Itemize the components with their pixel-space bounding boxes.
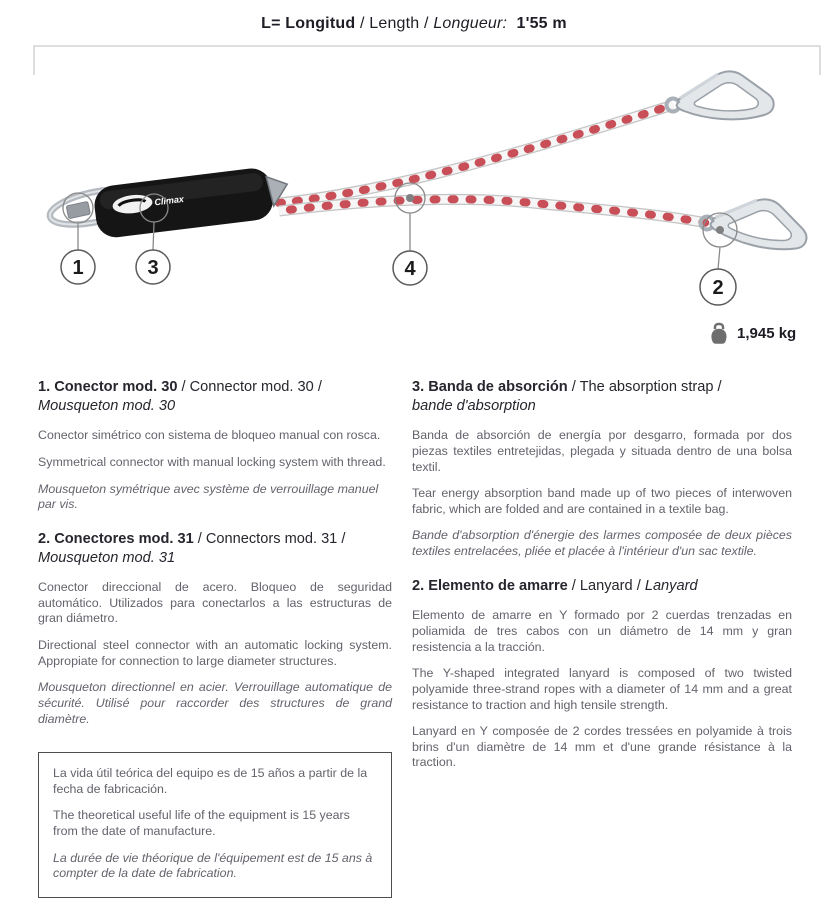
- lifespan-es: La vida útil teórica del equipo es de 15 años a partir de la fecha de fabricación.: [53, 766, 368, 796]
- callout-3: [136, 250, 170, 284]
- paragraph-en: Symmetrical connector with manual locking system with thread.: [38, 454, 386, 469]
- paragraph-fr: Lanyard en Y composée de 2 cordes tressées en polyamide à trois brins d'un diamètre de 14 mm et d'une grande résistance à la traction.: [412, 724, 792, 770]
- section-heading-connectors-31: 2. Conectores mod. 31 / Connectors mod. 31 / Mousqueton mod. 31: [38, 530, 346, 566]
- paragraph-es: Conector direccional de acero. Bloqueo de seguridad automático. Utilizados para conectarlos a las estructuras de gran diámetro.: [38, 580, 392, 626]
- paragraph-en: Directional steel connector with an automatic locking system. Appropiate for connection to large diameter structures.: [38, 638, 392, 668]
- callout-4: [393, 251, 427, 285]
- hook-top: [667, 71, 774, 119]
- marker-dot-4: [406, 194, 414, 202]
- paragraph-es: Banda de absorción de energía por desgarro, formada por dos piezas textiles entretejidas, plegada y situada dentro de una bolsa textil.: [412, 428, 792, 474]
- section-heading-lanyard: 2. Elemento de amarre / Lanyard / Lanyard: [412, 577, 698, 594]
- image-frame: [34, 46, 820, 75]
- callout-4-number: 4: [404, 258, 416, 280]
- right-column: [412, 378, 792, 782]
- title-en: / Length /: [355, 15, 434, 32]
- weight-spec: [708, 321, 796, 346]
- callout-1-number: 1: [72, 257, 84, 279]
- left-column: [38, 378, 392, 898]
- lifespan-notice-box: [38, 752, 392, 898]
- hook-bottom: [698, 189, 812, 255]
- lifespan-fr: La durée de vie théorique de l'équipement est de 15 ans à compter de la date de fabrication.: [53, 850, 373, 881]
- paragraph-es: Elemento de amarre en Y formado por 2 cuerdas trenzadas en poliamida de tres cabos con un diámetro de 14 mm y gran resistencia a la tracción.: [412, 608, 792, 654]
- title-es: L= Longitud: [261, 15, 356, 32]
- lifespan-en: The theoretical useful life of the equipment is 15 years from the date of manufacture.: [53, 808, 350, 839]
- marker-dot-2: [716, 226, 724, 234]
- paragraph-es: Conector simétrico con sistema de bloqueo manual con rosca.: [38, 428, 381, 443]
- weight-value: 1,945 kg: [737, 325, 797, 342]
- paragraph-fr: Bande d'absorption d'énergie des larmes composée de deux pièces textiles entrelacées, pliée et placée à l'intérieur d'un sac textile.: [412, 528, 792, 559]
- paragraph-en: Tear energy absorption band made up of two pieces of interwoven fabric, which are folded and are contained in a textile bag.: [412, 486, 792, 516]
- paragraph-en: The Y-shaped integrated lanyard is composed of two twisted polyamide three-strand ropes with a diameter of 14 mm and a great resistance to traction and high tensile strength.: [412, 666, 792, 712]
- page-title: [0, 15, 828, 33]
- rope-upper: [279, 105, 673, 203]
- paragraph-fr: Mousqueton symétrique avec système de verrouillage manuel par vis.: [38, 481, 379, 512]
- title-fr: Longueur:: [433, 15, 517, 32]
- paragraph-fr: Mousqueton directionnel en acier. Verrouillage automatique de sécurité. Utilisé pour raccorder des structures de grand diamètre.: [38, 680, 392, 726]
- rope-lower: [279, 199, 707, 223]
- weight-icon: [708, 321, 730, 346]
- callout-2: [700, 269, 736, 305]
- section-heading-absorption-strap: 3. Banda de absorción / The absorption strap / bande d'absorption: [412, 379, 722, 414]
- callout-3-number: 3: [147, 257, 159, 279]
- brand-label: Climax: [153, 193, 185, 208]
- callout-1: [61, 250, 95, 284]
- callout-2-number: 2: [712, 277, 724, 299]
- section-heading-connector-30: 1. Conector mod. 30 / Connector mod. 30 / Mousqueton mod. 30: [38, 379, 322, 414]
- title-value: 1'55 m: [516, 15, 567, 32]
- product-illustration: [33, 45, 821, 311]
- absorber-pouch: [92, 164, 291, 239]
